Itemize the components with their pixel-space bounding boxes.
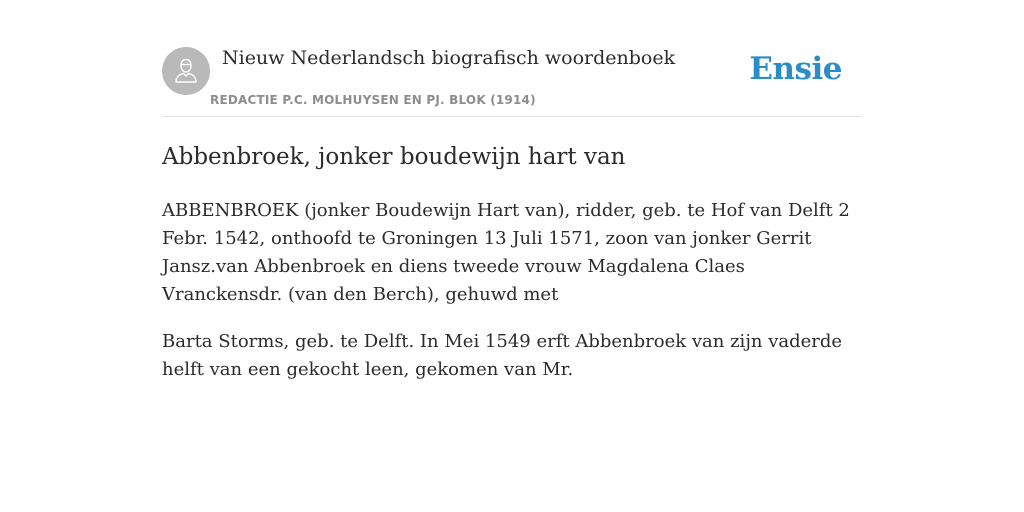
page-container (162, 0, 862, 384)
article-paragraph-2: Barta Storms, geb. te Delft. In Mei 1549 erft Abbenbroek van zijn vaderde helft van een gekocht leen, gekomen van Mr. (162, 331, 843, 380)
article-title: Abbenbroek, jonker boudewijn hart van (162, 144, 626, 170)
article-paragraph-1: ABBENBROEK (jonker Boudewijn Hart van), ridder, geb. te Hof van Delft 2 Febr. 1542, onthoofd te Groningen 13 Juli 1571, zoon van jonker Gerrit Jansz.van Abbenbroek en diens tweede vrouw Magdalena Claes Vranckensdr. (van den Berch), gehuwd met (162, 200, 850, 305)
header (162, 0, 862, 117)
avatar[interactable] (162, 47, 210, 95)
ensie-logo[interactable]: Ensie (749, 51, 842, 87)
user-avatar-icon (171, 56, 201, 86)
book-title[interactable]: Nieuw Nederlandsch biografisch woordenboek (222, 47, 676, 69)
editors-line: REDACTIE P.C. MOLHUYSEN EN PJ. BLOK (1914) (210, 93, 536, 107)
